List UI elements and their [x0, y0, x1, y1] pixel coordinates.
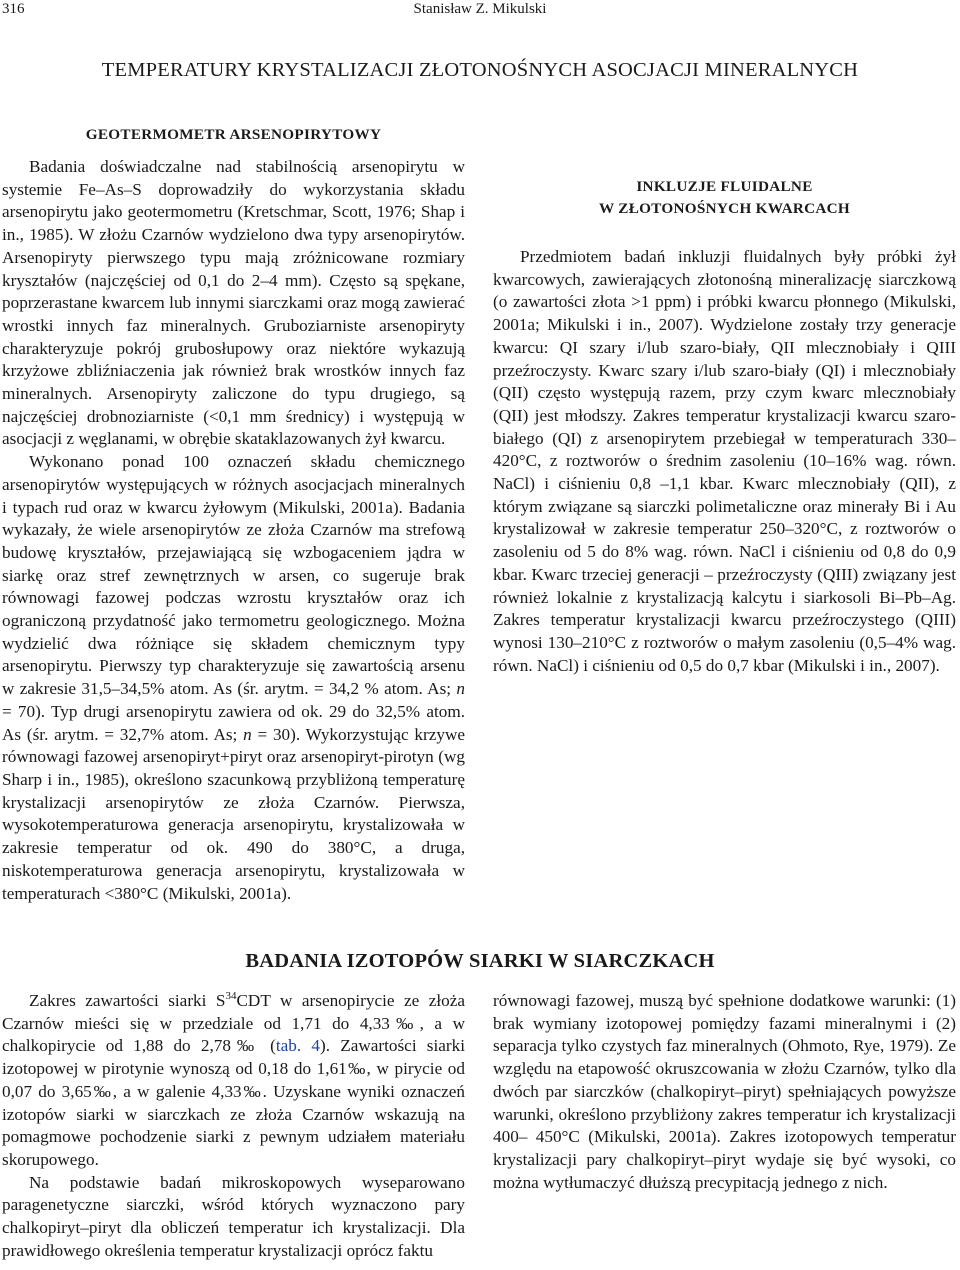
running-head [0, 0, 960, 20]
sample-count-symbol: n [243, 724, 252, 744]
paragraph-mineral-pairs: Na podstawie badań mikroskopowych wyseparowano paragenetyczne siarczki, wśród których wyznaczono pary chalkopiryt–piryt dla obliczeń temperatur ich krystalizacji. Dla prawidłowego określenia temperatur krystalizacji oprócz faktu [2, 1172, 465, 1260]
page-number: 316 [2, 1, 25, 17]
running-head-author: Stanisław Z. Mikulski [413, 1, 547, 17]
column-left-upper [2, 124, 465, 905]
column-right-upper [493, 120, 956, 677]
heading-line: INKLUZJE FLUIDALNE [636, 178, 813, 195]
subsection-heading-geotermometr: GEOTERMOMETR ARSENOPIRYTOWY [85, 126, 382, 143]
paragraph-text: Wykonano ponad 100 oznaczeń składu chemicznego arsenopirytów występujących w różnych asocjacjach mineralnych i typach rud oraz w kwarcu żyłowym (Mikulski, 2001a). Badania wykazały, że wiele arsenopirytów ze złoża Czarnów ma strefową budowę kryształów, przejawiającą się wzbogaceniem jądra w siarkę oraz stref zewnętrznych w arsen, co sugeruje brak równowagi fazowej podczas wzrostu kryształów oraz ich ograniczoną przydatność jako termometru geologicznego. Można wydzielić dwa różniące się składem chemicznym typy arsenopirytu. Pierwszy typ charakteryzuje się zawartością arsenu w zakresie 31,5–34,5% atom. As (śr. arytm. = 34,2 % atom. As; [2, 452, 465, 699]
paragraph-text: Zakres zawartości siarki S [29, 991, 226, 1010]
article-section-title: TEMPERATURY KRYSTALIZACJI ZŁOTONOŚNYCH ASOCJACJI MINERALNYCH [101, 59, 859, 81]
column-right-lower [493, 990, 956, 1194]
paragraph-fluid-inclusions: Przedmiotem badań inkluzji fluidalnych były próbki żył kwarcowych, zawierających złotonośną mineralizację siarczkową (o zawartości złota >1 ppm) i próbki kwarcu płonnego (Mikulski, 2001a; Mikulski i in., 2007). Wydzielone zostały trzy generacje kwarcu: QI szary i/lub szaro-biały, QII mlecznobiały i QIII przeźroczysty. Kwarc szary i/lub szaro-biały (QI) i mlecznobiały (QII) często występują razem, przy czym kwarc mlecznobiały (QII) jest młodszy. Zakres temperatur krystalizacji kwarcu szaro-białego (QI) z arsenopirytem przebiegał w temperaturach 330–420°C, z roztworów o średnim zasoleniu (10–16% wag. równ. NaCl) i ciśnieniu 0,8 –1,1 kbar. Kwarc mlecznobiały (QII), z którym związane są siarczki polimetaliczne oraz minerały Bi i Au krystalizował w zakresie temperatur 250–320°C, z roztworów o zasoleniu od 5 do 8% wag. równ. NaCl i ciśnieniu od 0,8 do 0,9 kbar. Kwarc trzeciej generacji – przeźroczysty (QIII) związany jest również lokalnie z krystalizacją kalcytu i siarkosoli Bi–Pb–Ag. Zakres temperatur krystalizacji kwarcu przeźroczystego (QIII) wynosi 130–210°C z roztworów o małym zasoleniu (0,5–4% wag. równ. NaCl) i ciśnieniu od 0,5 do 0,7 kbar (Mikulski i in., 2007). [493, 247, 956, 675]
paragraph-text: CDT w arsenopiryciе ze złoża Czarnów mieści się w przedziale od 1,71 do 4,33‰, a w chalkopirycie od 1,88 do 2,78‰ ( [2, 991, 465, 1056]
paragraph-continuation: równowagi fazowej, muszą być spełnione dodatkowe warunki: (1) brak wymiany izotopowej pomiędzy fazami mineralnymi i (2) separacja tylko czystych faz mineralnych (Ohmoto, Rye, 1979). Ze względu na etapowość okruszcowania w złożu Czarnów, tylko dla dwóch par siarczków (chalkopiryt–piryt) spełniających powyższe warunki, określono przybliżony zakres temperatur ich krystalizacji 400– 450°C (Mikulski, 2001a). Zakres izotopowych temperatur krystalizacji pary chalkopiryt–piryt wydaje się być wysoki, co można wytłumaczyć dłuższą precypitacją jednego z nich. [493, 991, 956, 1192]
table-4-link[interactable]: tab. 4 [275, 1036, 320, 1056]
subsection-heading-inkluzje [493, 176, 956, 220]
paragraph-sulfur-isotopes [2, 990, 465, 1172]
paragraph-arsenopyrite-stability: Badania doświadczalne nad stabilnością arsenopirytu w systemie Fe–As–S doprowadziły do wykorzystania składu arsenopirytu jako geotermometru (Kretschmar, Scott, 1976; Shap i in., 1985). W złożu Czarnów wydzielono dwa typy arsenopirytów. Arsenopiryty pierwszego typu mają zróżnicowane rozmiary kryształów (najczęściej od 0,1 do 2–4 mm). Często są spękane, poprzerastane kwarcem lub innymi siarczkami oraz mogą zawierać wrostki innych faz mineralnych. Gruboziarniste arsenopiryty charakteryzuje pokrój grubosłupowy oraz niektóre wykazują krzyżowe zbliźniaczenia jak również brak wrostków innych faz mineralnych. Arsenopiryty zaliczone do typu drugiego, są najczęściej drobnoziarniste (<0,1 mm średnicy) i występują w asocjacji z węglanami, w obrębie skataklazowanych żył kwarcu. [2, 157, 465, 449]
paragraph-text: = 70). Typ drugi arsenopirytu zawiera od ok. 29 do 32,5% atom. As (śr. arytm. = 32,7% atom. As; [2, 701, 465, 744]
isotope-superscript: 34 [225, 990, 237, 1002]
paragraph-text: ). Zawartości siarki izotopowej w pirotynie wynoszą od 0,18 do 1,61‰, w pirycie od 0,07 do 3,65‰, a w galenie 4,33‰. Uzyskane wyniki oznaczeń izotopów siarki w siarczkach ze złoża Czarnów wskazują na pomagmowe pochodzenie siarki z pewnym udziałem materiału skorupowego. [2, 1036, 465, 1169]
sample-count-symbol: n [456, 679, 465, 699]
heading-line: W ZŁOTONOŚNYCH KWARCACH [598, 200, 851, 217]
paragraph-text: = 30). Wykorzystując krzywe równowagi fazowej arsenopiryt+piryt oraz arsenopiryt-pirotyn (wg Sharp i in., 1985), określono szacunkową przybliżoną temperaturę krystalizacji arsenopirytów ze złoża Czarnów. Pierwsza, wysokotemperaturowa generacja arsenopirytu, krystalizowała w zakresie temperatur od ok. 490 do 380°C, a druga, niskotemperaturowa generacja arsenopirytu, krystalizowała w temperaturach <380°C (Mikulski, 2001a). [2, 724, 465, 903]
paragraph-arsenopyrite-analyses [2, 451, 465, 905]
section-heading-izotopy: BADANIA IZOTOPÓW SIARKI W SIARCZKACH [245, 950, 715, 972]
column-left-lower [2, 990, 465, 1262]
